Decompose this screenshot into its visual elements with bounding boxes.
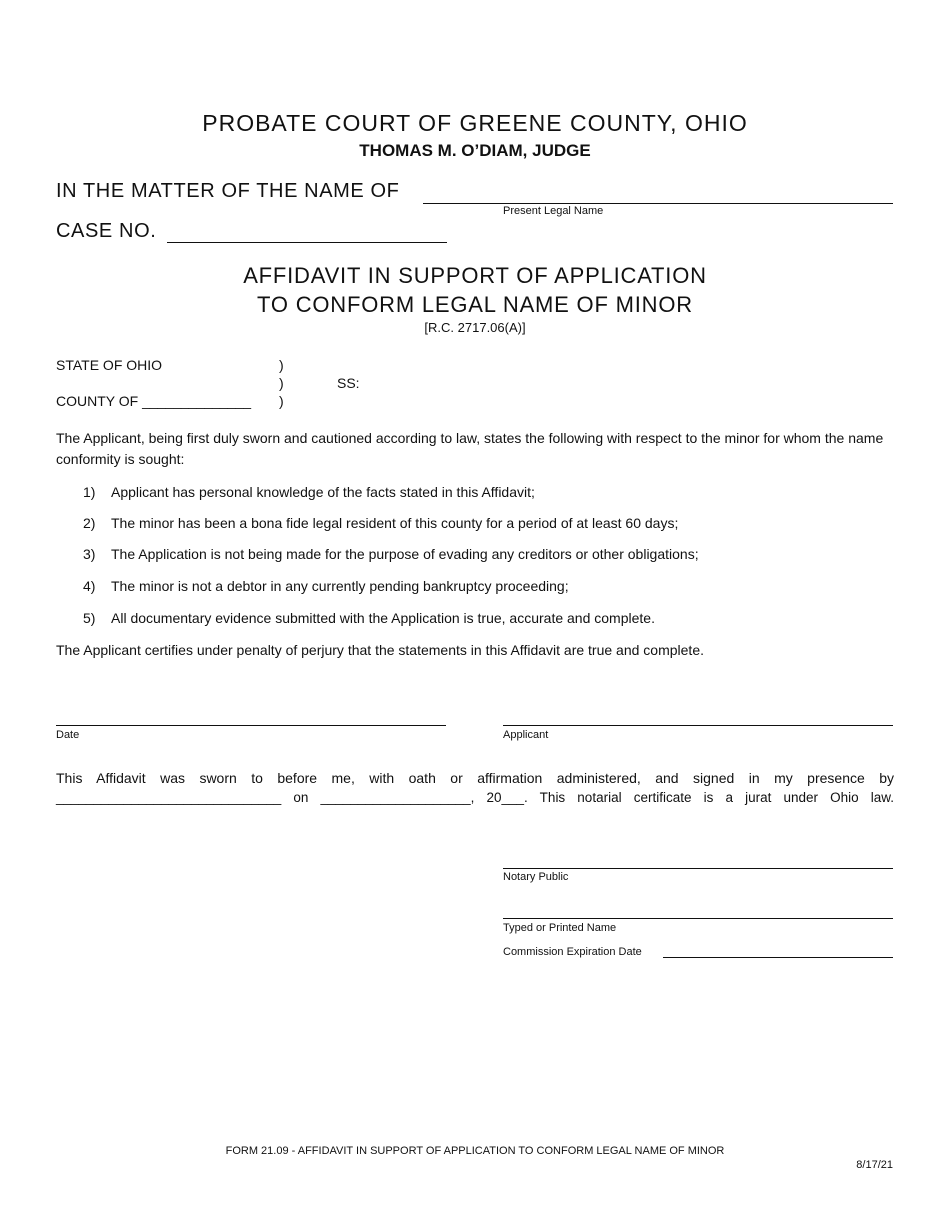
list-item: The minor is not a debtor in any currently pending bankruptcy proceeding; (111, 578, 569, 594)
notary-public-label: Notary Public (503, 871, 569, 883)
printed-name-label: Typed or Printed Name (503, 922, 617, 934)
case-no-label: CASE NO. (56, 220, 157, 242)
ss-label: SS: (337, 375, 360, 391)
certification-text: The Applicant certifies under penalty of perjury that the statements in this Affidavit are true and complete. (56, 642, 704, 658)
statute-citation: [R.C. 2717.06(A)] (424, 320, 526, 335)
applicant-signature-field[interactable] (503, 725, 893, 726)
jurat-line-1: This Affidavit was sworn to before me, with oath or affirmation administered, and signed in my presence by (56, 770, 894, 786)
affidavit-title-1: AFFIDAVIT IN SUPPORT OF APPLICATION (243, 263, 707, 288)
notary-signature-field[interactable] (503, 868, 893, 869)
list-item: The Application is not being made for the purpose of evading any creditors or other obligations; (111, 546, 699, 562)
list-item: The minor has been a bona fide legal resident of this county for a period of at least 60 days; (111, 515, 679, 531)
matter-label: IN THE MATTER OF THE NAME OF (56, 180, 400, 202)
list-item: All documentary evidence submitted with the Application is true, accurate and complete. (111, 610, 655, 626)
court-name: PROBATE COURT OF GREENE COUNTY, OHIO (202, 110, 748, 136)
item-number: 4) (83, 578, 96, 594)
item-number: 2) (83, 515, 96, 531)
item-number: 1) (83, 484, 96, 500)
revision-date: 8/17/21 (856, 1159, 893, 1171)
affidavit-title-2: TO CONFORM LEGAL NAME OF MINOR (257, 292, 693, 317)
jurat-line-2: ______________________________ on ____________________, 20___. This notarial certificate is a jurat under Ohio law. (56, 790, 894, 805)
state-label: STATE OF OHIO (56, 357, 163, 373)
applicant-label: Applicant (503, 729, 549, 741)
date-signature-field[interactable] (56, 725, 446, 726)
printed-name-field[interactable] (503, 918, 893, 919)
item-number: 3) (83, 546, 96, 562)
commission-date-field[interactable] (663, 957, 893, 958)
case-no-field[interactable] (167, 242, 447, 243)
judge-name: THOMAS M. O’DIAM, JUDGE (359, 141, 591, 160)
paren: ) (279, 357, 284, 373)
commission-label: Commission Expiration Date (503, 946, 642, 958)
date-label: Date (56, 729, 80, 741)
paren: ) (279, 375, 284, 391)
form-footer: FORM 21.09 - AFFIDAVIT IN SUPPORT OF APPLICATION TO CONFORM LEGAL NAME OF MINOR (225, 1145, 725, 1157)
present-name-field[interactable] (423, 203, 893, 204)
present-name-label: Present Legal Name (503, 205, 604, 217)
item-number: 5) (83, 610, 96, 626)
intro-paragraph: The Applicant, being first duly sworn and cautioned according to law, states the following with respect to the minor for whom the name conformity is sought: (56, 430, 884, 467)
county-label: COUNTY OF ______________ (56, 393, 252, 409)
paren: ) (279, 393, 284, 409)
list-item: Applicant has personal knowledge of the facts stated in this Affidavit; (111, 484, 535, 500)
